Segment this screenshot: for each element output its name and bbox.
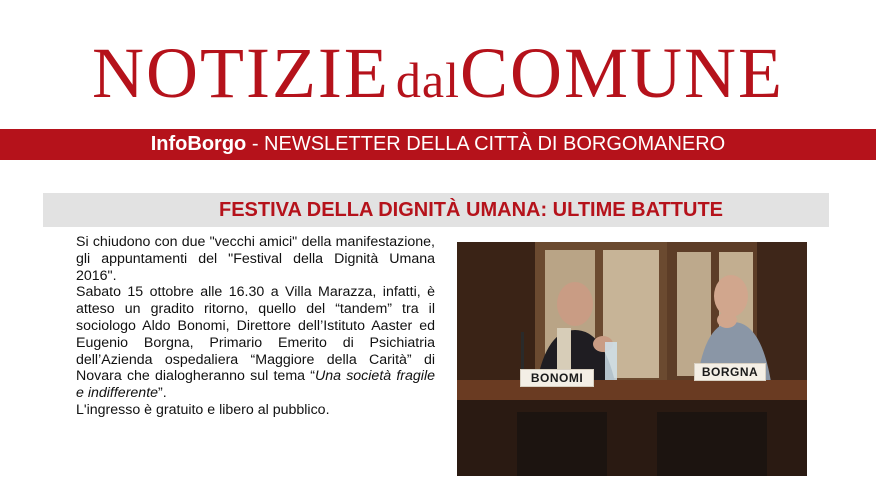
article-paragraph-2: [76, 284, 435, 402]
article-event-title: Una società fragile e indifferente: [76, 368, 435, 402]
article-paragraph-1: Si chiudono con due "vecchi amici" della manifestazione, gli appuntamenti del "Festival della Dignità Umana 2016".: [76, 234, 435, 284]
event-photo: [457, 242, 807, 476]
article-body: [76, 234, 435, 419]
banner-subtitle: - NEWSLETTER DELLA CITTÀ DI BORGOMANERO: [246, 133, 726, 155]
article-paragraph-2-end: ”.: [158, 385, 167, 402]
name-plate-bonomi: BONOMI: [520, 369, 594, 387]
banner-brand: InfoBorgo: [150, 133, 247, 155]
article-paragraph-2-text: Sabato 15 ottobre alle 16.30 a Villa Marazza, infatti, è atteso un gradito ritorno, quello del “tandem” tra il sociologo Aldo Bonomi, Direttore dell’Istituto Aaster ed Eugenio Borgna, Primario Emerito di Psichiatria dell’Azienda ospedaliera “Maggiore della Carità” di Novara che dialogheranno sul tema “: [76, 284, 435, 385]
newsletter-banner: [0, 129, 876, 160]
masthead-word-comune: COMUNE: [459, 33, 784, 113]
masthead-word-dal: dal: [395, 52, 460, 108]
event-photo-illustration: [457, 242, 807, 476]
article-headline: FESTIVA DELLA DIGNITÀ UMANA: ULTIME BATTUTE: [218, 199, 724, 221]
name-plate-borgna: BORGNA: [694, 363, 766, 381]
article-paragraph-3: L'ingresso è gratuito e libero al pubblico.: [76, 401, 330, 418]
masthead-word-notizie: NOTIZIE: [92, 33, 390, 113]
headline-bar: [43, 193, 829, 227]
masthead-title: [0, 30, 876, 116]
